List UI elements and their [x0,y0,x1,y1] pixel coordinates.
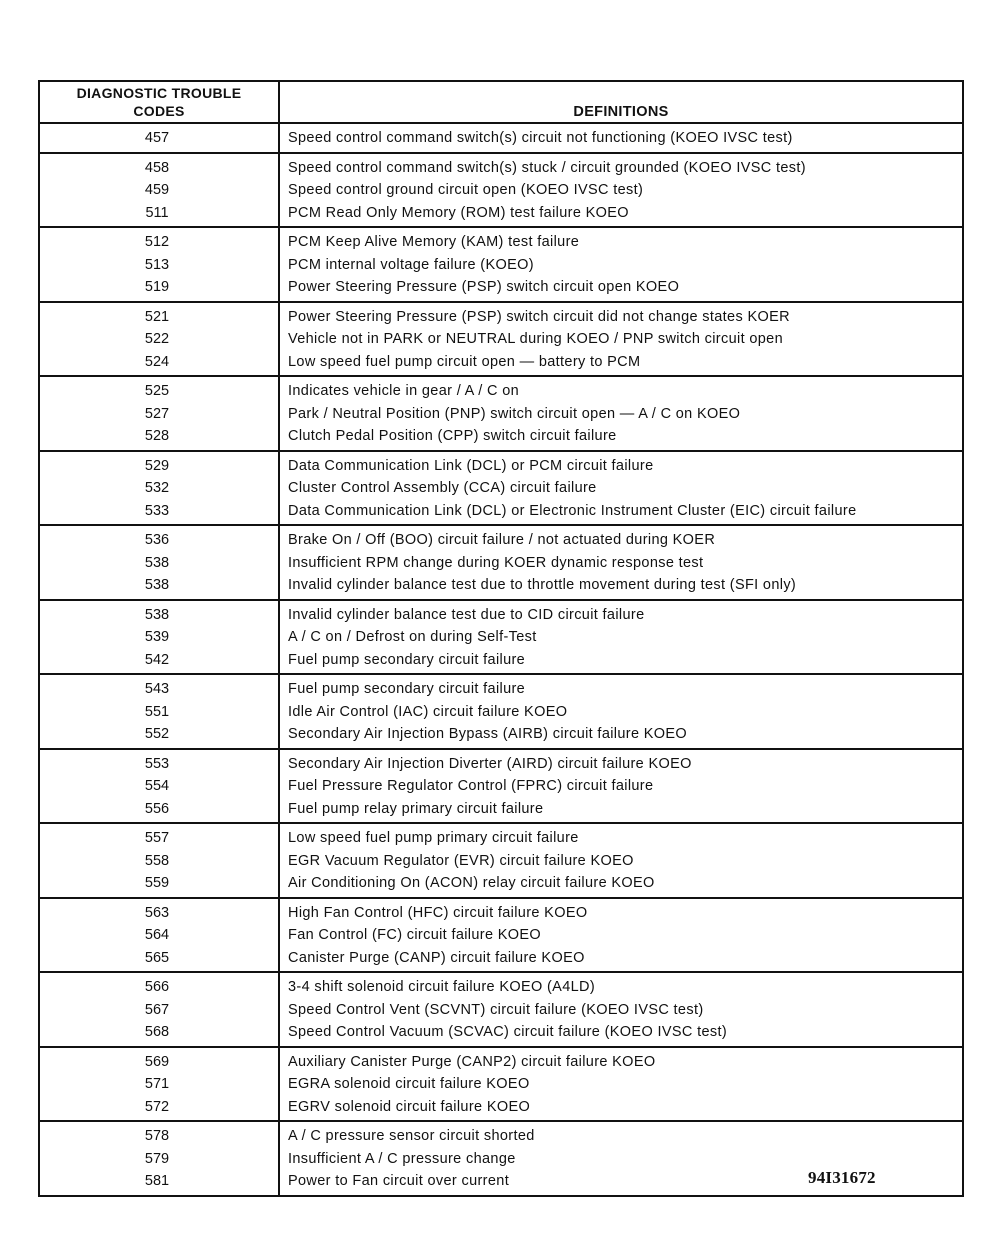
code-definition: Air Conditioning On (ACON) relay circuit failure KOEO [288,875,655,891]
trouble-code: 579 [144,1150,170,1167]
code-cell [39,600,279,675]
definition-cell [279,600,963,675]
code-definition: Park / Neutral Position (PNP) switch circuit open — A / C on KOEO [288,405,741,422]
code-definition: Insufficient A / C pressure change [288,1150,516,1167]
code-definition: EGRV solenoid circuit failure KOEO [288,1098,531,1115]
code-definition: Fan Control (FC) circuit failure KOEO [288,927,542,943]
code-cell [39,898,279,973]
trouble-code: 532 [144,480,170,496]
table-row-group [39,153,963,228]
definition-cell [279,749,963,824]
code-definition: Clutch Pedal Position (CPP) switch circuit failure [288,428,617,444]
dtc-table [38,80,964,1197]
trouble-code: 538 [144,577,170,593]
code-cell [39,123,279,153]
code-cell [39,823,279,898]
table-row-group [39,1047,963,1122]
table-row-group [39,302,963,377]
code-definition: Secondary Air Injection Diverter (AIRD) circuit failure KOEO [288,755,692,772]
code-cell [39,1047,279,1122]
trouble-code: 539 [144,629,170,645]
trouble-code: 519 [144,279,170,295]
code-definition: Vehicle not in PARK or NEUTRAL during KOEO / PNP switch circuit open [288,331,783,347]
trouble-code: 536 [144,532,170,548]
trouble-code: 566 [144,979,170,995]
trouble-code: 525 [144,383,170,399]
trouble-code: 543 [144,681,170,697]
code-definition: Data Communication Link (DCL) or PCM circuit failure [288,457,654,474]
code-cell [39,227,279,302]
code-definition: Fuel pump secondary circuit failure [288,681,526,697]
trouble-code: 553 [144,755,170,772]
header-row [39,81,963,123]
code-definition: Speed control command switch(s) stuck / circuit grounded (KOEO IVSC test) [288,159,806,176]
table-row-group [39,600,963,675]
trouble-code: 551 [144,703,170,720]
definition-cell [279,898,963,973]
code-definition: Auxiliary Canister Purge (CANP2) circuit failure KOEO [288,1053,656,1070]
table-row-group [39,123,963,153]
trouble-code: 568 [144,1024,170,1040]
definition-cell [279,823,963,898]
trouble-code: 559 [144,875,170,891]
code-definition: Low speed fuel pump primary circuit failure [288,830,579,846]
code-definition: Fuel pump secondary circuit failure [288,651,526,668]
trouble-code: 563 [144,904,170,921]
trouble-code: 569 [144,1053,170,1070]
figure-id: 94I31672 [808,1168,876,1187]
trouble-code: 528 [144,428,170,444]
code-definition: Canister Purge (CANP) circuit failure KOEO [288,949,585,966]
definition-cell [279,227,963,302]
code-definition: PCM Read Only Memory (ROM) test failure KOEO [288,204,629,221]
code-definition: EGRA solenoid circuit failure KOEO [288,1076,530,1092]
codes-column-header [39,81,279,123]
trouble-code: 564 [144,927,170,943]
table-row-group [39,525,963,600]
table-body [39,123,963,1196]
code-definition: Brake On / Off (BOO) circuit failure / not actuated during KOER [288,532,716,548]
trouble-code: 581 [144,1173,170,1189]
table-row-group [39,451,963,526]
trouble-code: 533 [144,502,170,519]
trouble-code: 571 [144,1076,170,1092]
trouble-code: 556 [144,800,170,817]
code-cell [39,972,279,1047]
code-definition: Secondary Air Injection Bypass (AIRB) circuit failure KOEO [288,726,688,742]
trouble-code: 565 [144,949,170,966]
table-row-group [39,823,963,898]
trouble-code: 538 [144,606,170,623]
code-definition: Speed control ground circuit open (KOEO IVSC test) [288,182,644,198]
definition-cell [279,123,963,153]
table-header [39,81,963,123]
table-row-group [39,674,963,749]
code-definition: Speed Control Vacuum (SCVAC) circuit failure (KOEO IVSC test) [288,1024,728,1040]
table-row-group [39,749,963,824]
code-definition: High Fan Control (HFC) circuit failure KOEO [288,904,588,921]
definition-cell [279,972,963,1047]
codes-header-line2: CODES [133,103,185,119]
code-definition: 3-4 shift solenoid circuit failure KOEO (A4LD) [288,979,596,995]
trouble-code: 552 [144,726,170,742]
trouble-code: 572 [144,1098,170,1115]
trouble-code: 512 [144,234,170,250]
code-cell [39,153,279,228]
trouble-code: 527 [144,405,170,422]
trouble-code: 524 [144,353,170,370]
code-cell [39,451,279,526]
code-definition: PCM internal voltage failure (KOEO) [288,256,534,273]
table-row-group [39,898,963,973]
code-cell [39,674,279,749]
definition-cell [279,525,963,600]
code-definition: PCM Keep Alive Memory (KAM) test failure [288,234,580,250]
code-cell [39,1121,279,1196]
code-definition: Fuel pump relay primary circuit failure [288,800,544,817]
definition-cell [279,674,963,749]
trouble-code: 557 [144,830,170,846]
trouble-code: 521 [144,308,170,325]
code-cell [39,749,279,824]
codes-header-line1: DIAGNOSTIC TROUBLE [76,85,242,101]
code-definition: A / C pressure sensor circuit shorted [288,1128,535,1144]
trouble-code: 567 [144,1001,170,1018]
definition-cell [279,153,963,228]
definition-cell [279,302,963,377]
code-definition: Low speed fuel pump circuit open — battery to PCM [288,353,641,370]
definition-cell [279,376,963,451]
code-cell [39,376,279,451]
trouble-code: 558 [144,852,170,869]
trouble-code: 578 [144,1128,170,1144]
definition-cell [279,1047,963,1122]
trouble-code: 542 [144,651,170,668]
trouble-code: 458 [144,159,170,176]
code-cell [39,525,279,600]
code-definition: A / C on / Defrost on during Self-Test [288,629,537,645]
table-row-group [39,376,963,451]
trouble-code: 554 [144,778,170,794]
code-definition: Cluster Control Assembly (CCA) circuit failure [288,480,597,496]
definitions-column-header: DEFINITIONS [279,81,963,123]
trouble-code: 457 [144,130,170,146]
trouble-code: 538 [144,554,170,571]
table-row-group [39,972,963,1047]
code-cell [39,302,279,377]
code-definition: Indicates vehicle in gear / A / C on [288,383,520,399]
code-definition: Power to Fan circuit over current [288,1173,510,1189]
code-definition: Invalid cylinder balance test due to throttle movement during test (SFI only) [288,577,797,593]
code-definition: EGR Vacuum Regulator (EVR) circuit failure KOEO [288,852,634,869]
trouble-code: 522 [144,331,170,347]
trouble-code: 459 [144,182,170,198]
trouble-code: 529 [144,457,170,474]
code-definition: Power Steering Pressure (PSP) switch circuit did not change states KOER [288,308,790,325]
code-definition: Data Communication Link (DCL) or Electronic Instrument Cluster (EIC) circuit failure [288,502,857,519]
code-definition: Power Steering Pressure (PSP) switch circuit open KOEO [288,279,680,295]
definition-cell [279,451,963,526]
trouble-code: 511 [145,204,169,221]
code-definition: Idle Air Control (IAC) circuit failure KOEO [288,703,568,720]
code-definition: Insufficient RPM change during KOER dynamic response test [288,554,704,571]
code-definition: Speed control command switch(s) circuit not functioning (KOEO IVSC test) [288,130,793,146]
table-row-group [39,227,963,302]
code-definition: Invalid cylinder balance test due to CID circuit failure [288,606,645,623]
code-definition: Fuel Pressure Regulator Control (FPRC) circuit failure [288,778,654,794]
code-definition: Speed Control Vent (SCVNT) circuit failure (KOEO IVSC test) [288,1001,704,1018]
trouble-code: 513 [144,256,170,273]
